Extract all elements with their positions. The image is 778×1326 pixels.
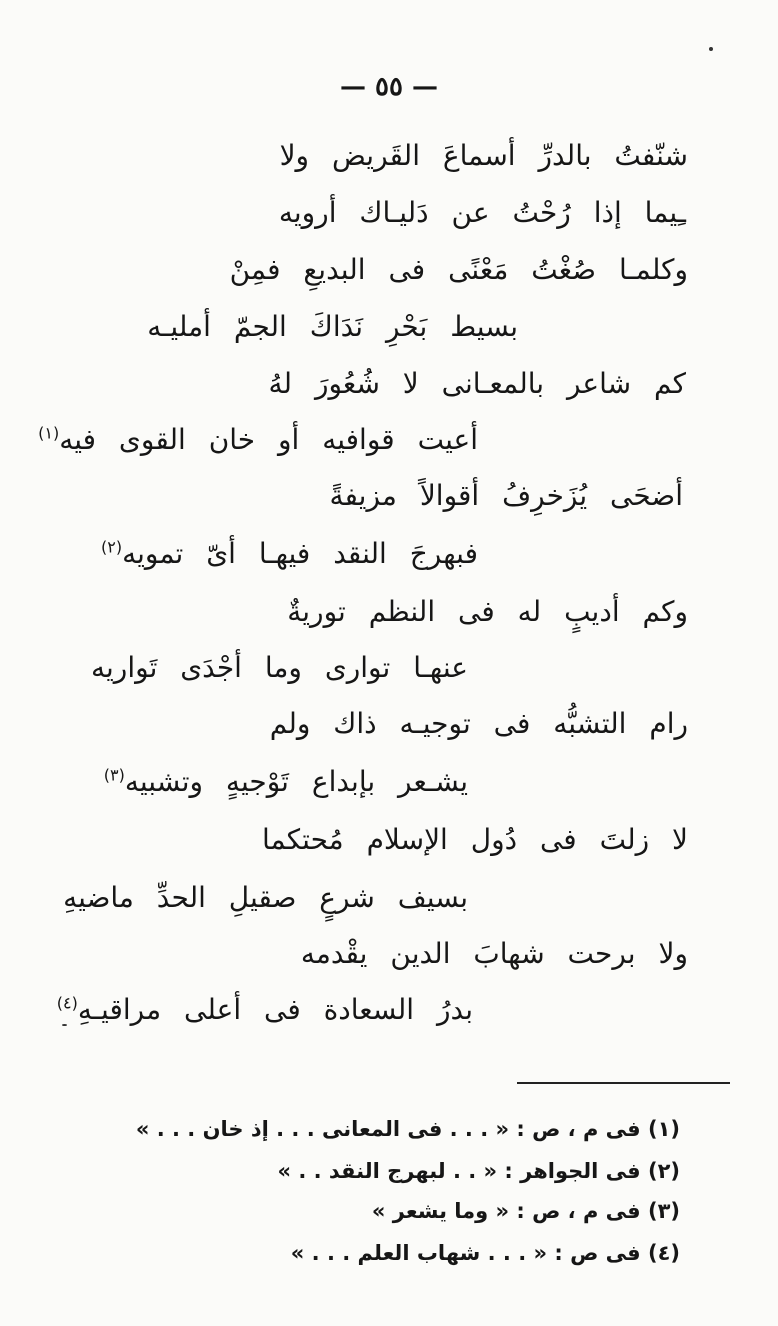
verse-line: [287, 592, 688, 632]
verse-line: [270, 704, 688, 744]
footnote: (٢) فى الجواهر : « . . لبهرج النقد . . »: [277, 1159, 680, 1183]
footnote-ref: (٢): [101, 537, 123, 557]
verse-text: ـِيما إذا رُحْتُ عن دَليـاك أرويه: [278, 196, 686, 229]
verse-line: [262, 820, 688, 860]
footnote-ref: (٤): [56, 993, 78, 1013]
footnote: (٣) فى م ، ص : « وما يشعر »: [371, 1199, 680, 1223]
verse-line: [91, 648, 468, 688]
verse-text: بدرُ السعادة فى أعلى مراقيـهِ: [77, 993, 473, 1026]
verse-text: فبهرجَ النقد فيهـا أىّ تمويه: [122, 537, 478, 570]
verse-text: يشـعر بإبداع تَوْجيهٍ وتشبيه: [124, 765, 468, 798]
footnote-divider: [517, 1082, 730, 1084]
verse-text: كم شاعر بالمعـانى لا شُعُورَ لهُ: [268, 367, 686, 400]
ink-speck: [709, 47, 713, 51]
verse-line: [330, 476, 684, 516]
verse-text: بسيف شرعٍ صقيلِ الحدِّ ماضيهِ: [63, 881, 468, 914]
verse-text: رام التشبُّه فى توجيـه ذاك ولم: [269, 707, 688, 740]
verse-line: [301, 934, 688, 974]
verse-line: [38, 420, 478, 460]
ink-speck: [62, 1024, 67, 1026]
verse-line: [269, 364, 687, 404]
verse-line: [63, 878, 468, 918]
verse-text: شنّفتُ بالدرِّ أسماعَ القَريض ولا: [279, 139, 688, 172]
verse-line: [57, 990, 473, 1030]
verse-line: [279, 193, 686, 233]
verse-text: أضحَى يُزَخرِفُ أقوالاً مزيفةً: [329, 479, 683, 512]
verse-text: ولا برحت شهابَ الدين يقْدمه: [300, 937, 688, 970]
verse-text: بسيط بَحْرِ نَدَاكَ الجمّ أمليـه: [147, 310, 518, 343]
footnote-ref: (٣): [103, 765, 125, 785]
page-number: — ٥٥ —: [339, 72, 439, 102]
verse-line: [147, 307, 518, 347]
verse-text: لا زلتَ فى دُول الإسلام مُحتكما: [261, 823, 688, 856]
verse-text: وكم أديبٍ له فى النظم توريةٌ: [287, 595, 688, 628]
verse-line: [230, 250, 688, 290]
verse-text: وكلمـا صُغْتُ مَعْنًى فى البديعِ فمِنْ: [229, 253, 688, 286]
verse-line: [104, 762, 468, 802]
verse-text: أعيت قوافيه أو خان القوى فيه: [59, 423, 478, 456]
verse-line: [101, 534, 478, 574]
footnote: (٤) فى ص : « . . . شهاب العلم . . . »: [290, 1241, 680, 1265]
footnote-ref: (١): [38, 423, 60, 443]
verse-line: [280, 136, 688, 176]
footnote: (١) فى م ، ص : « . . . فى المعانى . . . إذ خان . . . »: [135, 1117, 680, 1141]
verse-text: عنهـا توارى وما أجْدَى تَواريه: [91, 651, 468, 684]
